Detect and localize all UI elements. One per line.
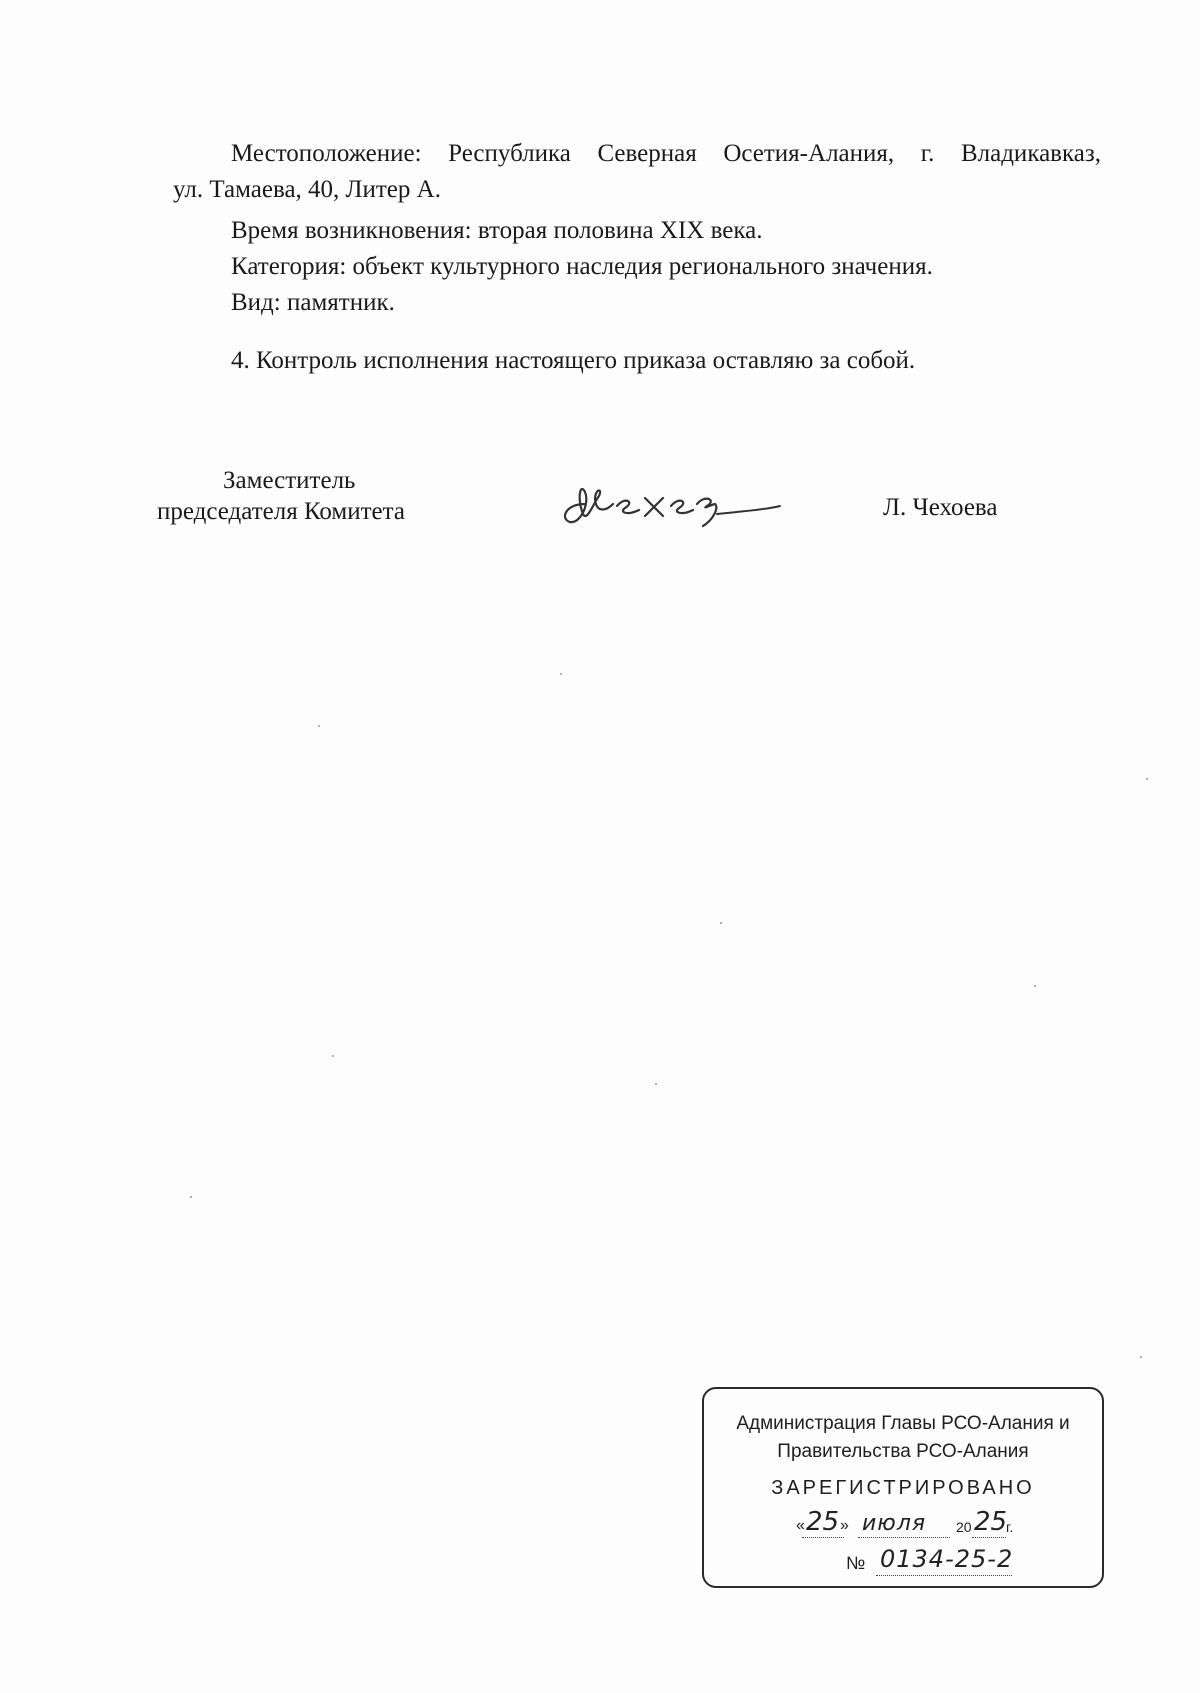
location-word: Владикавказ, [960,140,1101,167]
scan-speck [332,1055,334,1057]
scan-speck [1034,985,1036,987]
stamp-number-row [704,1545,1102,1581]
stamp-year-suffix: 25 [974,1507,1008,1537]
stamp-year-underline [972,1537,1006,1539]
location-words [231,139,1101,169]
stamp-open-quote: « [796,1517,805,1534]
time-of-origin: Время возникновения: вторая половина XIX века. [231,217,763,244]
item-4: 4. Контроль исполнения настоящего приказа оставляю за собой. [231,347,916,374]
signatory-title-line2: председателя Комитета [157,498,405,525]
stamp-number: 0134-25-2 [880,1545,1014,1573]
stamp-year-unit: г. [1006,1519,1014,1535]
scan-speck [720,922,722,924]
stamp-month-underline [858,1537,950,1539]
scan-speck [560,673,562,675]
stamp-org-line2: Правительства РСО-Алания [777,1441,1029,1462]
location-word: г. [920,140,935,167]
scan-speck [1140,1356,1142,1358]
location-word: Осетия-Алания, [723,140,895,167]
type-line: Вид: памятник. [231,289,395,316]
signatory-title-line1: Заместитель [223,467,356,494]
scan-speck [318,725,320,727]
location-line [231,139,1101,169]
stamp-day: 25 [806,1507,840,1537]
location-word: Северная [597,140,697,167]
location-word: Республика [448,140,571,167]
stamp-date [704,1507,1102,1543]
location-continuation: ул. Тамаева, 40, Литер А. [173,176,441,203]
handwritten-signature [555,474,785,534]
scan-speck [655,1083,657,1085]
stamp-month: июля [862,1511,927,1536]
stamp-registered: ЗАРЕГИСТРИРОВАНО [771,1477,1035,1499]
stamp-close-quote: » [840,1517,849,1534]
stamp-number-underline [876,1575,1012,1577]
scan-speck [1146,778,1148,780]
registration-stamp [702,1387,1104,1588]
signatory-name: Л. Чехоева [883,494,998,521]
stamp-number-label: № [846,1553,866,1573]
scan-speck [190,1196,192,1198]
category-line: Категория: объект культурного наследия регионального значения. [231,253,933,280]
stamp-org-line1: Администрация Главы РСО-Алания и [736,1413,1070,1434]
stamp-day-underline [802,1537,844,1539]
location-word: Местоположение: [231,140,422,167]
stamp-year-prefix: 20 [956,1519,972,1535]
